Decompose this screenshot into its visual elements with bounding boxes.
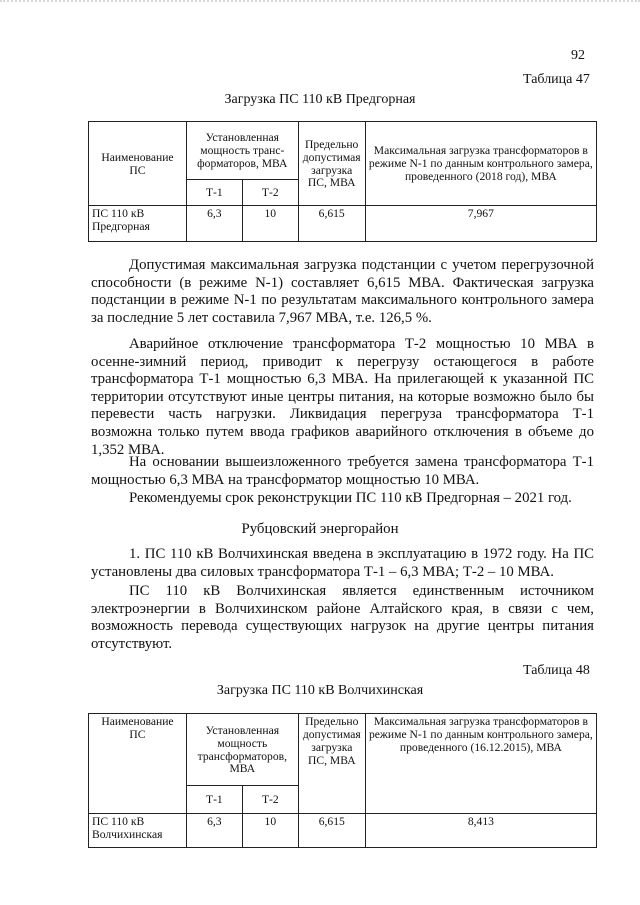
scan-artifact-line	[0, 0, 640, 14]
header-max-load: Максимальная загрузка трансформаторов в режиме N-1 по данным контрольного замера, проведенного (2018 год), МВА	[365, 122, 596, 206]
section-heading: Рубцовский энергорайон	[241, 521, 399, 537]
header-name: Наименование ПС	[89, 714, 187, 814]
header-t1: Т-1	[186, 786, 242, 814]
header-allowed-load: Предельно допустимая загрузка ПС, МВА	[298, 714, 365, 814]
table-47	[88, 121, 597, 242]
header-t1: Т-1	[186, 180, 242, 206]
cell-max-load: 7,967	[365, 206, 596, 242]
paragraph-substation-commissioning: 1. ПС 110 кВ Волчихинская введена в эксплуатацию в 1972 году. На ПС установлены два силовых трансформатора Т-1 – 6,3 МВА; Т-2 – 10 МВА.	[91, 546, 594, 580]
table-48	[88, 713, 597, 848]
cell-t1: 6,3	[186, 814, 242, 848]
header-capacity: Установленная мощность транс-форматоров, МВА	[186, 122, 298, 180]
table-48-title: Загрузка ПС 110 кВ Волчихинская	[216, 683, 424, 698]
table-47-label: Таблица 47	[523, 72, 590, 87]
header-max-load: Максимальная загрузка трансформаторов в режиме N-1 по данным контрольного замера, проведенного (16.12.2015), МВА	[365, 714, 596, 814]
paragraph-reconstruction-date: Рекомендуемы срок реконструкции ПС 110 кВ Предгорная – 2021 год.	[129, 490, 572, 506]
table-row	[89, 206, 597, 242]
table-47-title: Загрузка ПС 110 кВ Предгорная	[224, 92, 416, 107]
paragraph-emergency-shutdown: Аварийное отключение трансформатора Т-2 мощностью 10 МВА в осенне-зимний период, приводит к перегрузу остающегося в работе трансформатора Т-1 мощностью 6,3 МВА. На прилегающей к указанной ПС территории отсутствуют иные центры питания, на которые возможно было бы перевести часть нагрузки. Ликвидация перегруза трансформатора Т-1 возможна только путем ввода графиков аварийного отключения в объеме до 1,352 МВА.	[91, 336, 594, 458]
header-t2: Т-2	[242, 786, 298, 814]
paragraph-replacement: На основании вышеизложенного требуется замена трансформатора Т-1 мощностью 6,3 МВА на трансформатор мощностью 10 МВА.	[91, 454, 594, 488]
cell-allowed-load: 6,615	[298, 206, 365, 242]
paragraph-single-source: ПС 110 кВ Волчихинская является единственным источником электроэнергии в Волчихинском районе Алтайского края, в связи с чем, возможность перевода существующих нагрузок на другие центры питания отсутствуют.	[91, 583, 594, 652]
header-capacity: Установленная мощность трансформаторов, МВА	[186, 714, 298, 786]
cell-t2: 10	[242, 814, 298, 848]
cell-allowed-load: 6,615	[298, 814, 365, 848]
header-name: Наименование ПС	[89, 122, 187, 206]
table-row	[89, 814, 597, 848]
cell-t1: 6,3	[186, 206, 242, 242]
cell-substation-name: ПС 110 кВ Волчихинская	[89, 814, 187, 848]
page-number: 92	[571, 48, 585, 63]
header-t2: Т-2	[242, 180, 298, 206]
header-allowed-load: Предельно допустимая загрузка ПС, МВА	[298, 122, 365, 206]
cell-substation-name: ПС 110 кВ Предгорная	[89, 206, 187, 242]
cell-t2: 10	[242, 206, 298, 242]
table-48-label: Таблица 48	[523, 663, 590, 678]
paragraph-allowed-load: Допустимая максимальная загрузка подстанции с учетом перегрузочной способности (в режиме N-1) составляет 6,615 МВА. Фактическая загрузка подстанции в режиме N-1 по результатам максимального контрольного замера за последние 5 лет составила 7,967 МВА, т.е. 126,5 %.	[91, 257, 594, 326]
cell-max-load: 8,413	[365, 814, 596, 848]
